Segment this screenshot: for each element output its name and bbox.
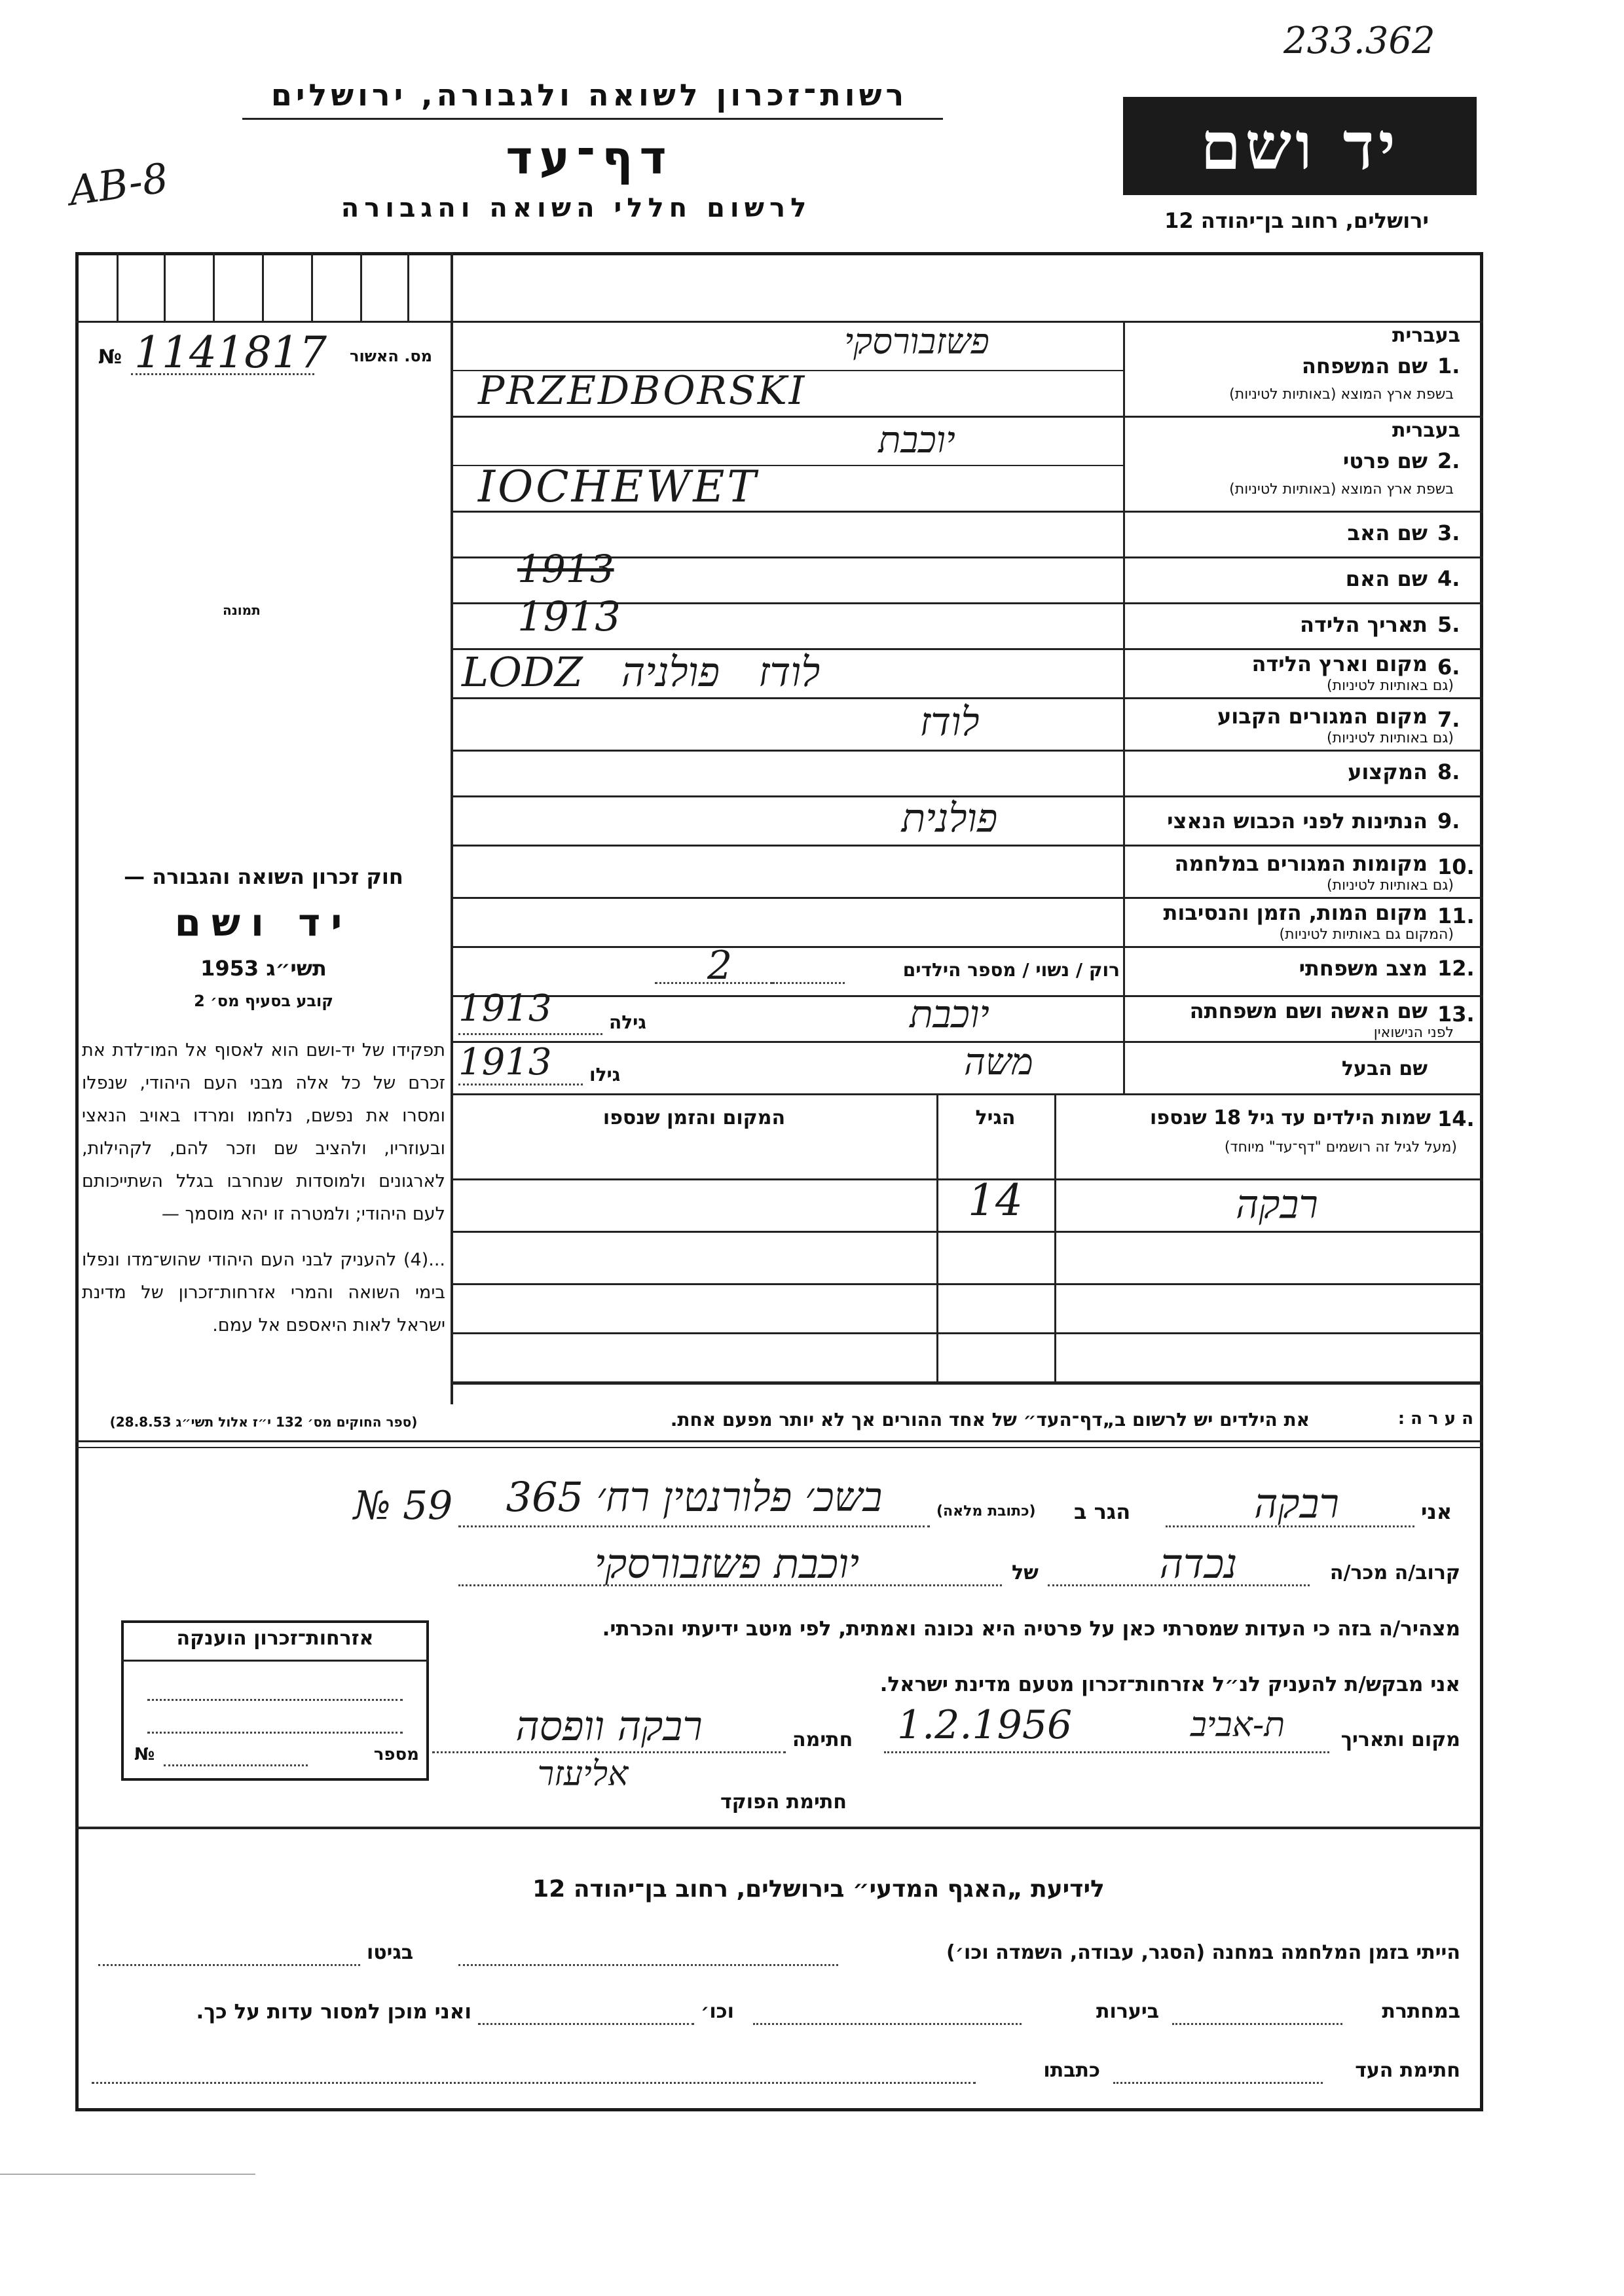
law-year: תשי״ג 1953 (200, 956, 327, 981)
field1-hebrew-value: פשזבורסקי (844, 321, 989, 362)
field6-value: לודז (919, 699, 980, 745)
field5-number: 5. (1437, 612, 1460, 637)
field3-label: שם האב (1347, 520, 1428, 545)
form-subtitle: לרשום חללי השואה והגבורה (341, 193, 812, 223)
inspector-label: חתימת הפוקד (720, 1791, 847, 1813)
signature-label: חתימה (792, 1728, 853, 1751)
child-age: 14 (968, 1175, 1023, 1226)
footer-title: לידיעת „האגף המדעי״ בירושלים, רחוב בן־יהודה 12 (532, 1876, 1105, 1903)
field10-label: מקומות המגורים במלחמה (1174, 851, 1428, 876)
wife-name: יוכבת (910, 992, 989, 1036)
remark-text: את הילדים יש לרשום ב„דף־העד״ של אחד ההורים אך לא יותר מפעם אחת. (670, 1409, 1310, 1430)
form-title: דף־עד (506, 131, 673, 185)
field6-number: 6. (1437, 655, 1460, 680)
husband-age-label: גילו (589, 1064, 621, 1085)
children-count: 2 (707, 943, 733, 989)
field1-lang: בעברית (1392, 324, 1460, 347)
field7-label: מקום המגורים הקבוע (1217, 704, 1428, 729)
declarant-name: רבקה (1254, 1480, 1339, 1527)
full-address-hint: (כתובת מלאה) (936, 1503, 1036, 1520)
field13-label: שם האשה ושם משפחתה (1189, 998, 1428, 1023)
field1-label: שם המשפחה (1301, 354, 1428, 378)
citizenship-box-number-label: מספר (373, 1745, 419, 1764)
declarant-signature: רבקה וופסה (515, 1702, 703, 1750)
field11-label: מקום המות, הזמן והנסיבות (1163, 900, 1428, 925)
field2-lang: בעברית (1392, 419, 1460, 442)
date-value: 1.2.1956 (897, 1702, 1073, 1748)
inspector-signature: אליעזר (537, 1755, 629, 1794)
law-reference: (ספר החוקים מס׳ 132 י״ז אלול תשי״ג 28.8.53) (109, 1414, 418, 1430)
field9-number: 9. (1437, 809, 1460, 833)
footer-line1-label: הייתי בזמן המלחמה במחנה (הסגר, עבודה, השמדה וכו׳) (946, 1941, 1460, 1964)
field3-number: 3. (1437, 520, 1460, 545)
field1-latin-value: PRZEDBORSKI (478, 368, 807, 414)
resides-label: הגר ב (1074, 1499, 1131, 1524)
field2-sub: בשפת ארץ המוצא (באותיות לטיניות) (1229, 481, 1454, 498)
field2-latin-value: IOCHEWET (478, 462, 759, 512)
children-number: 14. (1437, 1106, 1475, 1131)
field5-value: LODZ לודז פולניה (462, 648, 821, 696)
victim-name: יוכבת פשזבורסקי (594, 1540, 860, 1588)
law-title: חוק זכרון השואה והגבורה — (124, 864, 403, 889)
field5-label: תאריך הלידה (1299, 612, 1428, 637)
field1-number: 1. (1437, 354, 1460, 378)
field7-sub: (גם באותיות לטיניות) (1327, 730, 1454, 746)
field10-sub: (גם באותיות לטיניות) (1327, 877, 1454, 894)
citizenship-request: אני מבקש/ת להעניק לנ״ל אזרחות־זכרון מטעם מדינת ישראל. (879, 1673, 1460, 1696)
wife-age-label: גילה (609, 1011, 646, 1033)
col-age-header: הגיל (975, 1106, 1016, 1129)
footer-line2-start: במחתרת (1382, 2000, 1460, 2023)
children-note: (מעל לגיל זה רושמים "דף־עד" מיוחד) (1224, 1139, 1457, 1156)
field6-sub: (גם באותיות לטיניות) (1327, 678, 1454, 694)
field12-label: מצב משפחתי (1299, 956, 1428, 981)
husband-label: שם הבעל (1341, 1057, 1428, 1080)
statement: מצהיר/ה בזה כי העדות שמסרתי כאן על פרטיה היא נכונה ואמתית, לפי מיטב ידיעתי והכרתי. (602, 1617, 1460, 1641)
law-paragraph-1: תפקידו של יד-ושם הוא לאסוף אל המו־לדת את זכרם של כל אלה מבני העם היהודי, שנפלו ומסרו את נפשם, נלחמו ומרדו באויב הנאצי ובעוזריו, ולהציב שם וזכר להם, לקהילות, לארגונים ולמוסדות שנחרבו בגלל השתייכותם לעם היהודי; ולמטרה זו יהא מוסמך — (82, 1040, 445, 1224)
marital-status-options: רוק / נשוי / מספר הילדים (902, 959, 1120, 981)
relation-value: נכדה (1159, 1540, 1238, 1588)
declarant-address: בשכ׳ פלורנטין רח׳ 365 (506, 1473, 883, 1521)
husband-age: 1913 (458, 1041, 552, 1084)
law-name: יד ושם (174, 900, 353, 945)
catalog-mark: AB-8 (65, 153, 172, 215)
institution-name: רשות־זכרון לשואה ולגבורה, ירושלים (270, 77, 908, 113)
law-paragraph-2: ...(4) להעניק לבני העם היהודי שהוש־מדו ונפלו בימי השואה והמרי אזרחות־זכרון של מדינת ישראל לאות היאספם אל עמם. (82, 1250, 445, 1336)
citizenship-box-prefix: № (134, 1745, 155, 1764)
address-number-prefix: № (354, 1483, 391, 1529)
children-title: שמות הילדים עד גיל 18 שנספו (1150, 1106, 1431, 1129)
child-name: רבקה (1236, 1182, 1318, 1228)
photo-label: תמונה (223, 602, 261, 618)
of-label: של (1012, 1561, 1039, 1584)
field2-hebrew-value: יוכבת (878, 419, 955, 462)
address-number: 59 (403, 1483, 453, 1529)
table-bottom (451, 1381, 1483, 1385)
field4-label: שם האם (1345, 566, 1428, 591)
declarant-label: אני (1421, 1499, 1452, 1524)
logo-text: יד ושם (1200, 107, 1399, 185)
field9-label: הנתינות לפני הכבוש הנאצי (1167, 809, 1428, 833)
approval-number: 1141817 (134, 327, 327, 378)
field12-number: 12. (1437, 956, 1475, 981)
footer-line1-end: בגיטו (367, 1941, 414, 1964)
footer-line2-mid: ביערות (1096, 2000, 1159, 2023)
field8-label: המקצוע (1348, 759, 1428, 784)
label-column-divider (1123, 321, 1125, 1093)
archive-number: 233.362 (1283, 20, 1435, 62)
footer-line2-end: ואני מוכן למסור עדות על כך. (196, 2000, 471, 2024)
header-address: ירושלים, רחוב בן־יהודה 12 (1164, 208, 1429, 233)
field6-label: מקום וארץ הלידה (1251, 651, 1428, 676)
field3-value-struck: 1913 (517, 547, 614, 591)
wife-age: 1913 (458, 987, 552, 1030)
field4-value: 1913 (517, 592, 621, 640)
field8-number: 8. (1437, 759, 1460, 784)
field1-sub: בשפת ארץ המוצא (באותיות לטיניות) (1229, 386, 1454, 403)
col-place-header: המקום והזמן שנספו (602, 1106, 786, 1129)
yad-vashem-logo (1123, 97, 1477, 195)
field7-number: 7. (1437, 707, 1460, 732)
citizenship-box-title: אזרחות־זכרון הוענקה (176, 1627, 374, 1650)
place-value: ת-אביב (1190, 1705, 1285, 1745)
field13-sub: לפני הנישואין (1373, 1025, 1454, 1041)
field2-label: שם פרטי (1342, 448, 1428, 473)
footer-line3-mid: כתבתו (1043, 2059, 1100, 2082)
footer-line3-label: חתימת העד (1355, 2059, 1460, 2082)
husband-name: משה (964, 1041, 1033, 1084)
field11-number: 11. (1437, 903, 1475, 928)
field10-number: 10. (1437, 854, 1475, 879)
field9-value: פולנית (901, 795, 998, 841)
relative-label: קרוב/ה מכר/ה (1329, 1561, 1460, 1584)
remark-label: ה ע ר ה : (1397, 1409, 1473, 1429)
field13-number: 13. (1437, 1002, 1475, 1027)
law-clause: קובע בסעיף מס׳ 2 (194, 992, 333, 1010)
footer-line2-mid2: וכו׳ (701, 2000, 734, 2023)
field2-number: 2. (1437, 448, 1460, 473)
approval-prefix: № (98, 346, 122, 369)
approval-label: מס. האשור (350, 347, 432, 365)
place-date-label: מקום ותאריך (1340, 1728, 1460, 1751)
field11-sub: (המקום גם באותיות לטיניות) (1279, 926, 1454, 943)
field4-number: 4. (1437, 566, 1460, 591)
